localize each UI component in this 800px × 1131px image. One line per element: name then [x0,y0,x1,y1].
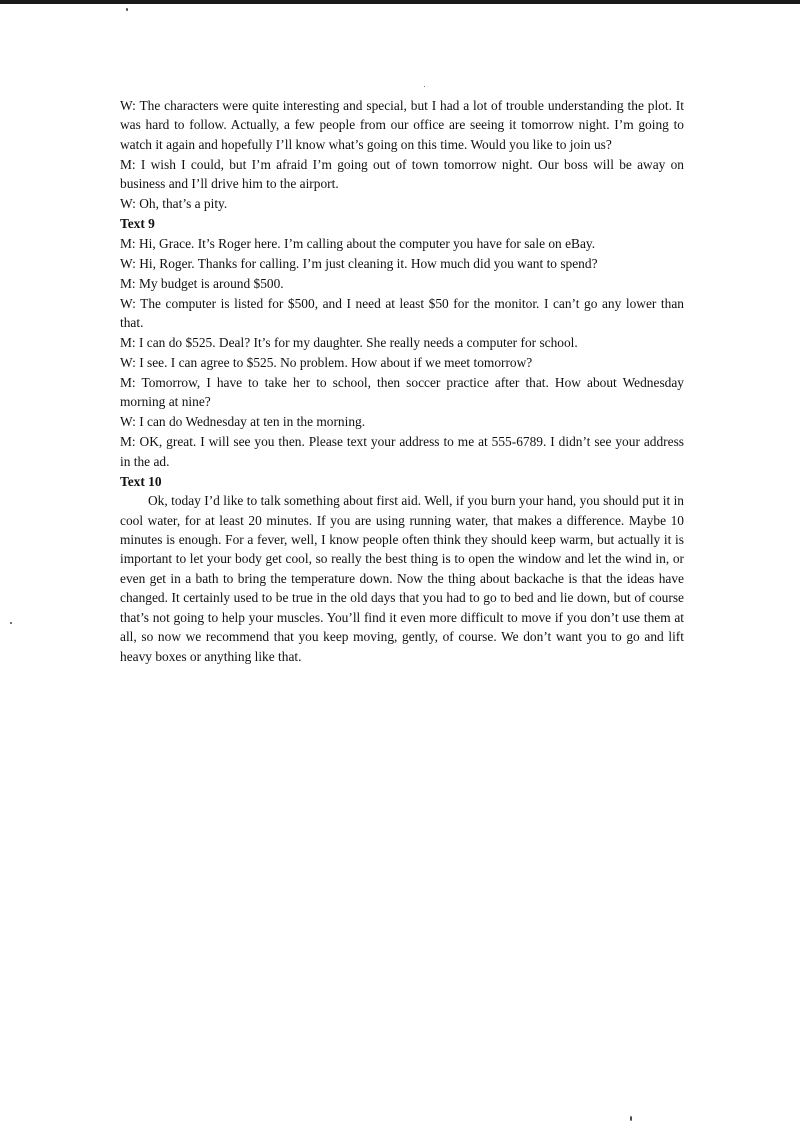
monologue-paragraph: Ok, today I’d like to talk something about first aid. Well, if you burn your hand, you should put it in cool water, for at least 20 minutes. If you are using running water, that makes a difference. Maybe 10 minutes is enough. For a fever, well, I know people often think they should keep warm, but actually it is important to let your body get cool, so really the best thing is to open the window and let the wind in, or even get in a bath to bring the temperature down. Now the thing about backache is that the ideas have changed. It certainly used to be true in the old days that you had to go to bed and lie down, but of course that’s not going to help your muscles. You’ll find it even more difficult to move if you don’t use them at all, so now we recommend that you keep moving, gently, of course. We don’t want you to go and lift heavy boxes or anything like that. [120,493,684,664]
dialogue-line: M: OK, great. I will see you then. Please text your address to me at 555-6789. I didn’t see your address in the ad. [120,434,684,469]
scan-speck [424,86,425,87]
dialogue-line: M: I wish I could, but I’m afraid I’m going out of town tomorrow night. Our boss will be away on business and I’ll drive him to the airport. [120,156,684,192]
scan-top-border [0,0,800,4]
dialogue-line: W: The computer is listed for $500, and I need at least $50 for the monitor. I can’t go any lower than that. [120,295,684,331]
dialogue-line: W: Hi, Roger. Thanks for calling. I’m just cleaning it. How much did you want to spend? [120,255,598,271]
scan-speck [126,8,128,11]
section-heading-text9: Text 9 [120,216,155,232]
dialogue-line: M: Hi, Grace. It’s Roger here. I’m calling about the computer you have for sale on eBay. [120,235,596,251]
dialogue-line: W: Oh, that’s a pity. [120,196,228,212]
dialogue-line: W: The characters were quite interesting and special, but I had a lot of trouble understanding the plot. It was hard to follow. Actually, a few people from our office are seeing it tomorrow night. I’m going to watch it again and hopefully I’ll know what’s going on this time. Would you like to join us? [120,98,684,152]
scan-speck [630,1116,632,1121]
dialogue-line: M: My budget is around $500. [120,275,284,291]
section-heading-text10: Text 10 [120,473,162,489]
dialogue-line: M: I can do $525. Deal? It’s for my daughter. She really needs a computer for school. [120,335,578,351]
scan-speck [10,622,12,624]
transcript-page [120,96,684,666]
dialogue-line: W: I see. I can agree to $525. No problem. How about if we meet tomorrow? [120,355,533,371]
dialogue-line: M: Tomorrow, I have to take her to school, then soccer practice after that. How about Wednesday morning at nine? [120,375,684,410]
dialogue-line: W: I can do Wednesday at ten in the morning. [120,414,366,430]
